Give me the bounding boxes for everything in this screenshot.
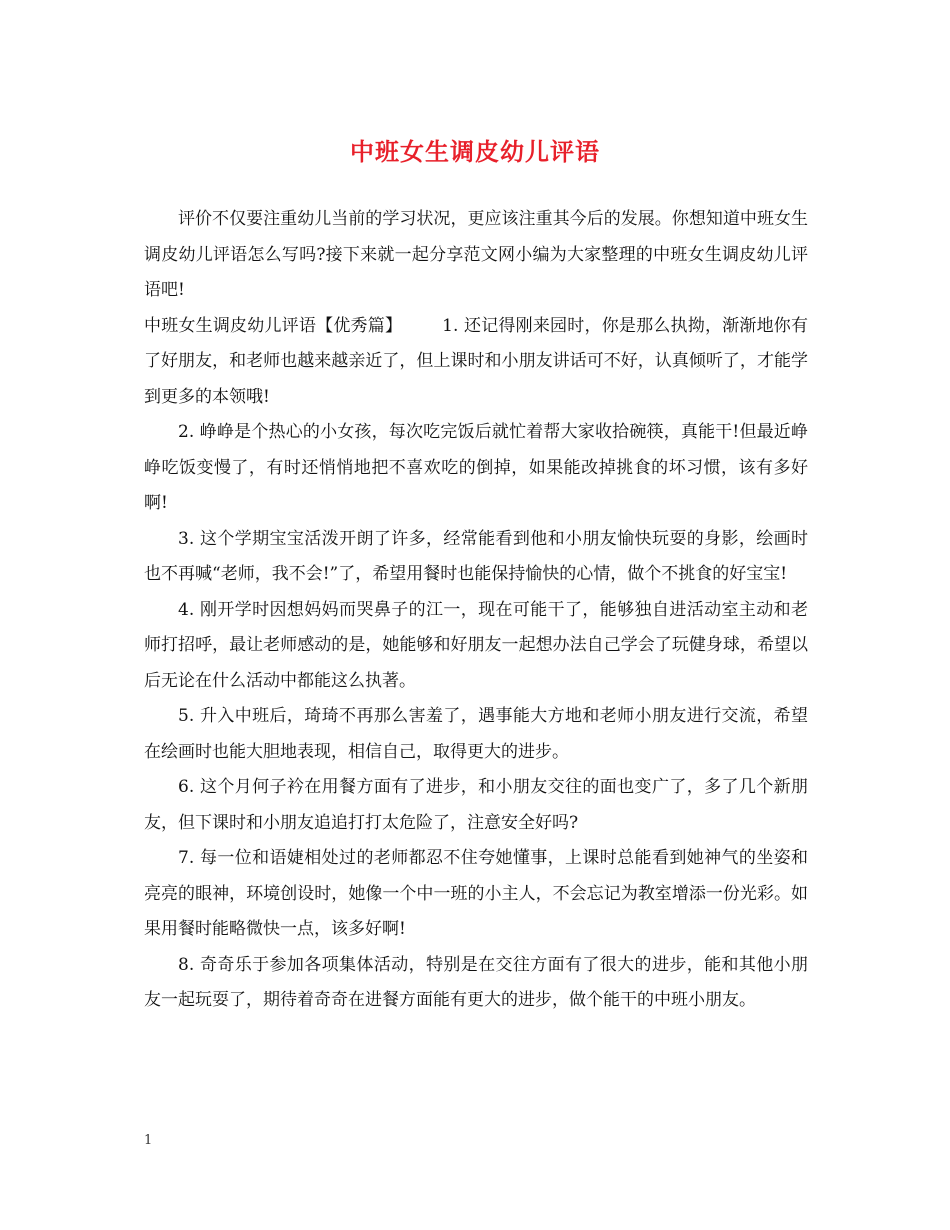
list-item: 4. 刚开学时因想妈妈而哭鼻子的江一，现在可能干了，能够独自进活动室主动和老师打招呼，最让老师感动的是，她能够和好朋友一起想办法自己学会了玩健身球，希望以后无论在什么活动中都能这么执著。 [144,599,808,691]
section-heading: 中班女生调皮幼儿评语【优秀篇】 [144,315,403,336]
list-item: 5. 升入中班后，琦琦不再那么害羞了，遇事能大方地和老师小朋友进行交流，希望在绘画时也能大胆地表现，相信自己，取得更大的进步。 [144,706,808,762]
list-item: 3. 这个学期宝宝活泼开朗了许多，经常能看到他和小朋友愉快玩耍的身影，绘画时也不再喊“老师，我不会!”了，希望用餐时也能保持愉快的心情，做个不挑食的好宝宝! [144,528,808,584]
page-number: 1 [144,1133,153,1148]
list-item: 8. 奇奇乐于参加各项集体活动，特别是在交往方面有了很大的进步，能和其他小朋友一起玩耍了，期待着奇奇在进餐方面能有更大的进步，做个能干的中班小朋友。 [144,954,808,1010]
document-title: 中班女生调皮幼儿评语 [350,137,600,166]
list-item: 1. 还记得刚来园时，你是那么执拗，渐渐地你有了好朋友，和老师也越来越亲近了，但上课时和小朋友讲话可不好，认真倾听了，才能学到更多的本领哦! [144,315,809,407]
list-item: 6. 这个月何子衿在用餐方面有了进步，和小朋友交往的面也变广了，多了几个新朋友，但下课时和小朋友追追打打太危险了，注意安全好吗? [144,777,808,833]
document-body [144,202,808,1019]
list-item: 7. 每一位和语婕相处过的老师都忍不住夸她懂事，上课时总能看到她神气的坐姿和亮亮的眼神，环境创设时，她像一个中一班的小主人，不会忘记为教室增添一份光彩。如果用餐时能略微快一点，该多好啊! [144,848,808,939]
list-item: 2. 峥峥是个热心的小女孩，每次吃完饭后就忙着帮大家收拾碗筷，真能干!但最近峥峥吃饭变慢了，有时还悄悄地把不喜欢吃的倒掉，如果能改掉挑食的坏习惯，该有多好啊! [144,422,808,513]
intro-paragraph: 评价不仅要注重幼儿当前的学习状况，更应该注重其今后的发展。你想知道中班女生调皮幼儿评语怎么写吗?接下来就一起分享范文网小编为大家整理的中班女生调皮幼儿评语吧! [144,209,808,300]
section-line [144,309,808,416]
